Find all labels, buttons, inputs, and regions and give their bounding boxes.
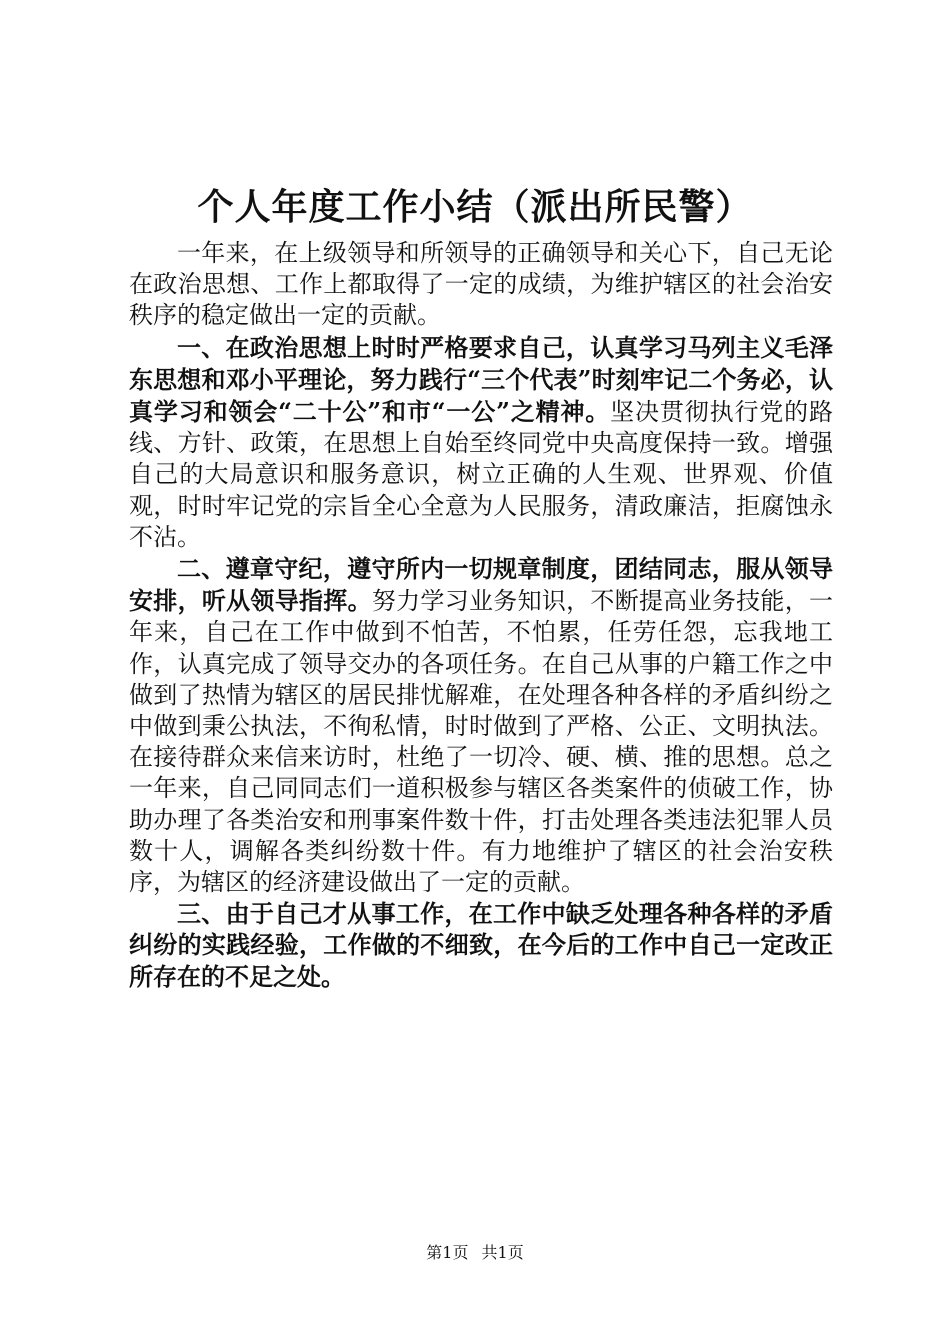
page-number: 第1页	[426, 1243, 469, 1262]
section-2-text: 努力学习业务知识，不断提高业务技能，一年来，自己在工作中做到不怕苦，不怕累，任劳任怨，忘我地工作，认真完成了领导交办的各项任务。在自己从事的户籍工作之中做到了热情为辖区的居民排忧解难，在处理各种各样的矛盾纠纷之中做到秉公执法，不徇私情，时时做到了严格、公正、文明执法。在接待群众来信来访时，杜绝了一切冷、硬、横、推的思想。总之一年来，自己同同志们一道积极参与辖区各类案件的侦破工作，协助办理了各类治安和刑事案件数十件，打击处理各类违法犯罪人员数十人，调解各类纠纷数十件。有力地维护了辖区的社会治安秩序，为辖区的经济建设做出了一定的贡献。	[129, 587, 834, 897]
section-2-paragraph	[129, 553, 833, 898]
section-1-text: 坚决贯彻执行党的路线、方针、政策，在思想上自始至终同党中央高度保持一致。增强自己的大局意识和服务意识，树立正确的人生观、世界观、价值观，时时牢记党的宗旨全心全意为人民服务，清政廉洁，拒腐蚀永不沾。	[129, 398, 834, 551]
section-1-paragraph	[129, 332, 833, 553]
page-footer	[0, 1242, 950, 1264]
document-title: 个人年度工作小结（派出所民警）	[197, 186, 753, 228]
section-3-paragraph: 三、由于自己才从事工作，在工作中缺乏处理各种各样的矛盾纠纷的实践经验，工作做的不细致，在今后的工作中自己一定改正所存在的不足之处。	[129, 899, 833, 991]
section-1-heading: 一、在政治思想上时时严格要求自己，认真学习马列主义毛泽东思想和邓小平理论，努力践行“三个代表”时刻牢记二个务必，认真学习和领会“二十公”和市“一公”之精神。	[129, 332, 833, 427]
section-2-heading: 二、遵章守纪，遵守所内一切规章制度，团结同志，服从领导安排，听从领导指挥。	[129, 554, 833, 616]
document-body	[129, 238, 833, 992]
page-total: 共1页	[481, 1243, 524, 1262]
intro-paragraph: 一年来，在上级领导和所领导的正确领导和关心下，自己无论在政治思想、工作上都取得了一定的成绩，为维护辖区的社会治安秩序的稳定做出一定的贡献。	[129, 239, 833, 330]
